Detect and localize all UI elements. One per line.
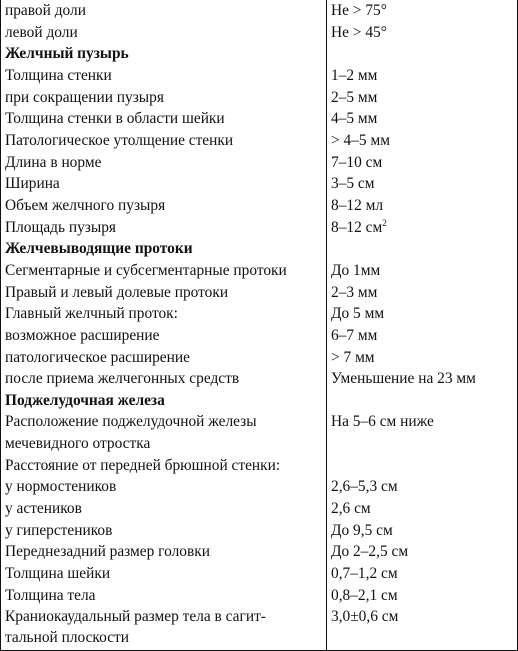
parameter-value: 1–2 мм [331,66,378,84]
parameter-value: 3–5 см [331,175,375,193]
table-row [1,347,518,369]
value-cell [327,347,518,369]
table-row [1,173,518,195]
table-row [1,195,518,217]
value-cell [327,0,518,22]
filler-cell [1,650,327,651]
table-row [1,152,518,174]
parameter-cell [1,520,327,542]
value-cell [327,455,518,477]
parameter-cell [1,0,327,22]
table-row [1,455,518,477]
parameter-cell [1,541,327,563]
value-cell [327,282,518,304]
parameter-value: > 4–5 мм [331,131,390,149]
value-cell [327,108,518,130]
parameter-label: возможное расширение [5,326,160,344]
value-cell [327,130,518,152]
section-row [1,238,518,260]
parameter-cell [1,108,327,130]
filler-cell [327,650,518,651]
table-filler-row [1,650,518,651]
table-row [1,520,518,542]
parameter-cell [1,563,327,585]
parameter-value: Не > 75° [331,2,387,19]
parameter-label: правой доли [5,2,86,19]
value-cell [327,606,518,649]
parameter-label: при сокращении пузыря [5,88,164,106]
value-cell [327,260,518,282]
parameter-label: Расстояние от передней брюшной стенки: [5,456,281,474]
table-row [1,368,518,390]
parameter-label: после приема желчегонных средств [5,370,240,388]
parameter-cell [1,260,327,282]
parameter-label: Переднезадний размер головки [5,543,210,561]
parameter-label: Толщина тела [5,586,96,604]
parameter-value: До 5 мм [331,305,385,323]
value-cell [327,585,518,607]
parameter-label: у нормостеников [5,478,117,496]
value-superscript: 2 [382,217,387,228]
parameter-label: Поджелудочная железа [5,391,165,409]
parameter-cell [1,217,327,239]
parameter-cell [1,173,327,195]
parameter-cell [1,585,327,607]
value-cell [327,498,518,520]
value-cell [327,43,518,65]
parameter-value: 0,8–2,1 см [331,586,398,604]
table-row [1,606,518,649]
parameter-label: Желчевыводящие протоки [5,240,193,258]
table-row [1,0,518,22]
parameter-label: Сегментарные и субсегментарные протоки [5,261,287,279]
table-row [1,303,518,325]
parameter-cell [1,325,327,347]
parameter-label: у гиперстеников [5,521,113,539]
parameter-cell [1,606,327,649]
parameter-value: 4–5 мм [331,110,378,128]
section-heading [1,238,327,260]
parameter-value: Уменьшение на 23 мм [331,370,476,388]
parameter-label: Патологическое утолщение стенки [5,131,234,149]
value-cell [327,476,518,498]
parameter-cell [1,411,327,454]
parameter-cell [1,152,327,174]
parameter-cell [1,22,327,44]
parameter-label: у астеников [5,500,82,518]
parameter-cell [1,498,327,520]
parameter-cell [1,368,327,390]
table-row [1,498,518,520]
parameter-label: Толщина шейки [5,565,111,583]
parameter-label: Длина в норме [5,153,102,171]
value-cell [327,217,518,239]
parameter-value: На 5–6 см ниже [331,413,434,431]
value-cell [327,325,518,347]
parameter-cell [1,87,327,109]
parameter-value: 2–5 мм [331,88,378,106]
parameter-label: Ширина [5,175,60,193]
section-heading [1,43,327,65]
parameter-value: 2,6–5,3 см [331,478,398,496]
parameter-value: > 7 мм [331,348,375,366]
parameter-cell [1,476,327,498]
parameter-cell [1,455,327,477]
table-row [1,108,518,130]
parameter-value: 8–12 мл [331,196,384,214]
parameter-cell [1,282,327,304]
parameter-label: Краниокаудальный размер тела в сагит- [5,608,266,626]
table-row [1,282,518,304]
parameter-value: До 2–2,5 см [331,543,409,561]
parameter-cell [1,195,327,217]
parameter-label: левой доли [5,23,78,41]
parameter-label: Правый и левый долевые протоки [5,283,229,301]
parameter-value: 8–12 см [331,218,383,236]
value-cell [327,22,518,44]
value-cell [327,303,518,325]
table-row [1,563,518,585]
value-cell [327,87,518,109]
parameter-label-continued: тальной плоскости [5,629,129,647]
parameter-value: 7–10 см [331,153,383,171]
parameter-cell [1,65,327,87]
parameter-cell [1,130,327,152]
value-cell [327,173,518,195]
parameter-label: Расположение поджелудочной железы [5,413,257,431]
parameter-cell [1,303,327,325]
parameter-label-continued: мечевидного отростка [5,434,151,452]
parameter-value: Не > 45° [331,23,387,41]
table-row [1,130,518,152]
parameter-label: Главный желчный проток: [5,305,178,323]
table-row [1,260,518,282]
section-row [1,43,518,65]
parameter-label: Желчный пузырь [5,45,129,63]
value-cell [327,152,518,174]
value-cell [327,65,518,87]
section-heading [1,390,327,412]
parameter-value: До 1мм [331,261,381,279]
table-row [1,65,518,87]
parameter-value: 2,6 см [331,500,371,518]
table-row [1,541,518,563]
value-cell [327,390,518,412]
parameter-label: патологическое расширение [5,348,190,366]
table-row [1,22,518,44]
parameter-value: 2–3 мм [331,283,378,301]
table-row [1,325,518,347]
table-row [1,476,518,498]
parameter-value: 6–7 мм [331,326,378,344]
parameter-value: До 9,5 см [331,521,393,539]
table-body [1,0,518,651]
table-row [1,87,518,109]
parameter-label: Толщина стенки [5,66,112,84]
table-row [1,217,518,239]
value-cell [327,411,518,454]
table-row [1,585,518,607]
value-cell [327,520,518,542]
value-cell [327,238,518,260]
parameter-label: Объем желчного пузыря [5,196,166,214]
parameter-cell [1,347,327,369]
parameter-value: 0,7–1,2 см [331,565,398,583]
parameter-value: 3,0±0,6 см [331,608,399,626]
value-cell [327,195,518,217]
value-cell [327,541,518,563]
table-row [1,411,518,454]
section-row [1,390,518,412]
value-cell [327,368,518,390]
parameter-label: Толщина стенки в области шейки [5,110,225,128]
parameter-label: Площадь пузыря [5,218,116,236]
value-cell [327,563,518,585]
